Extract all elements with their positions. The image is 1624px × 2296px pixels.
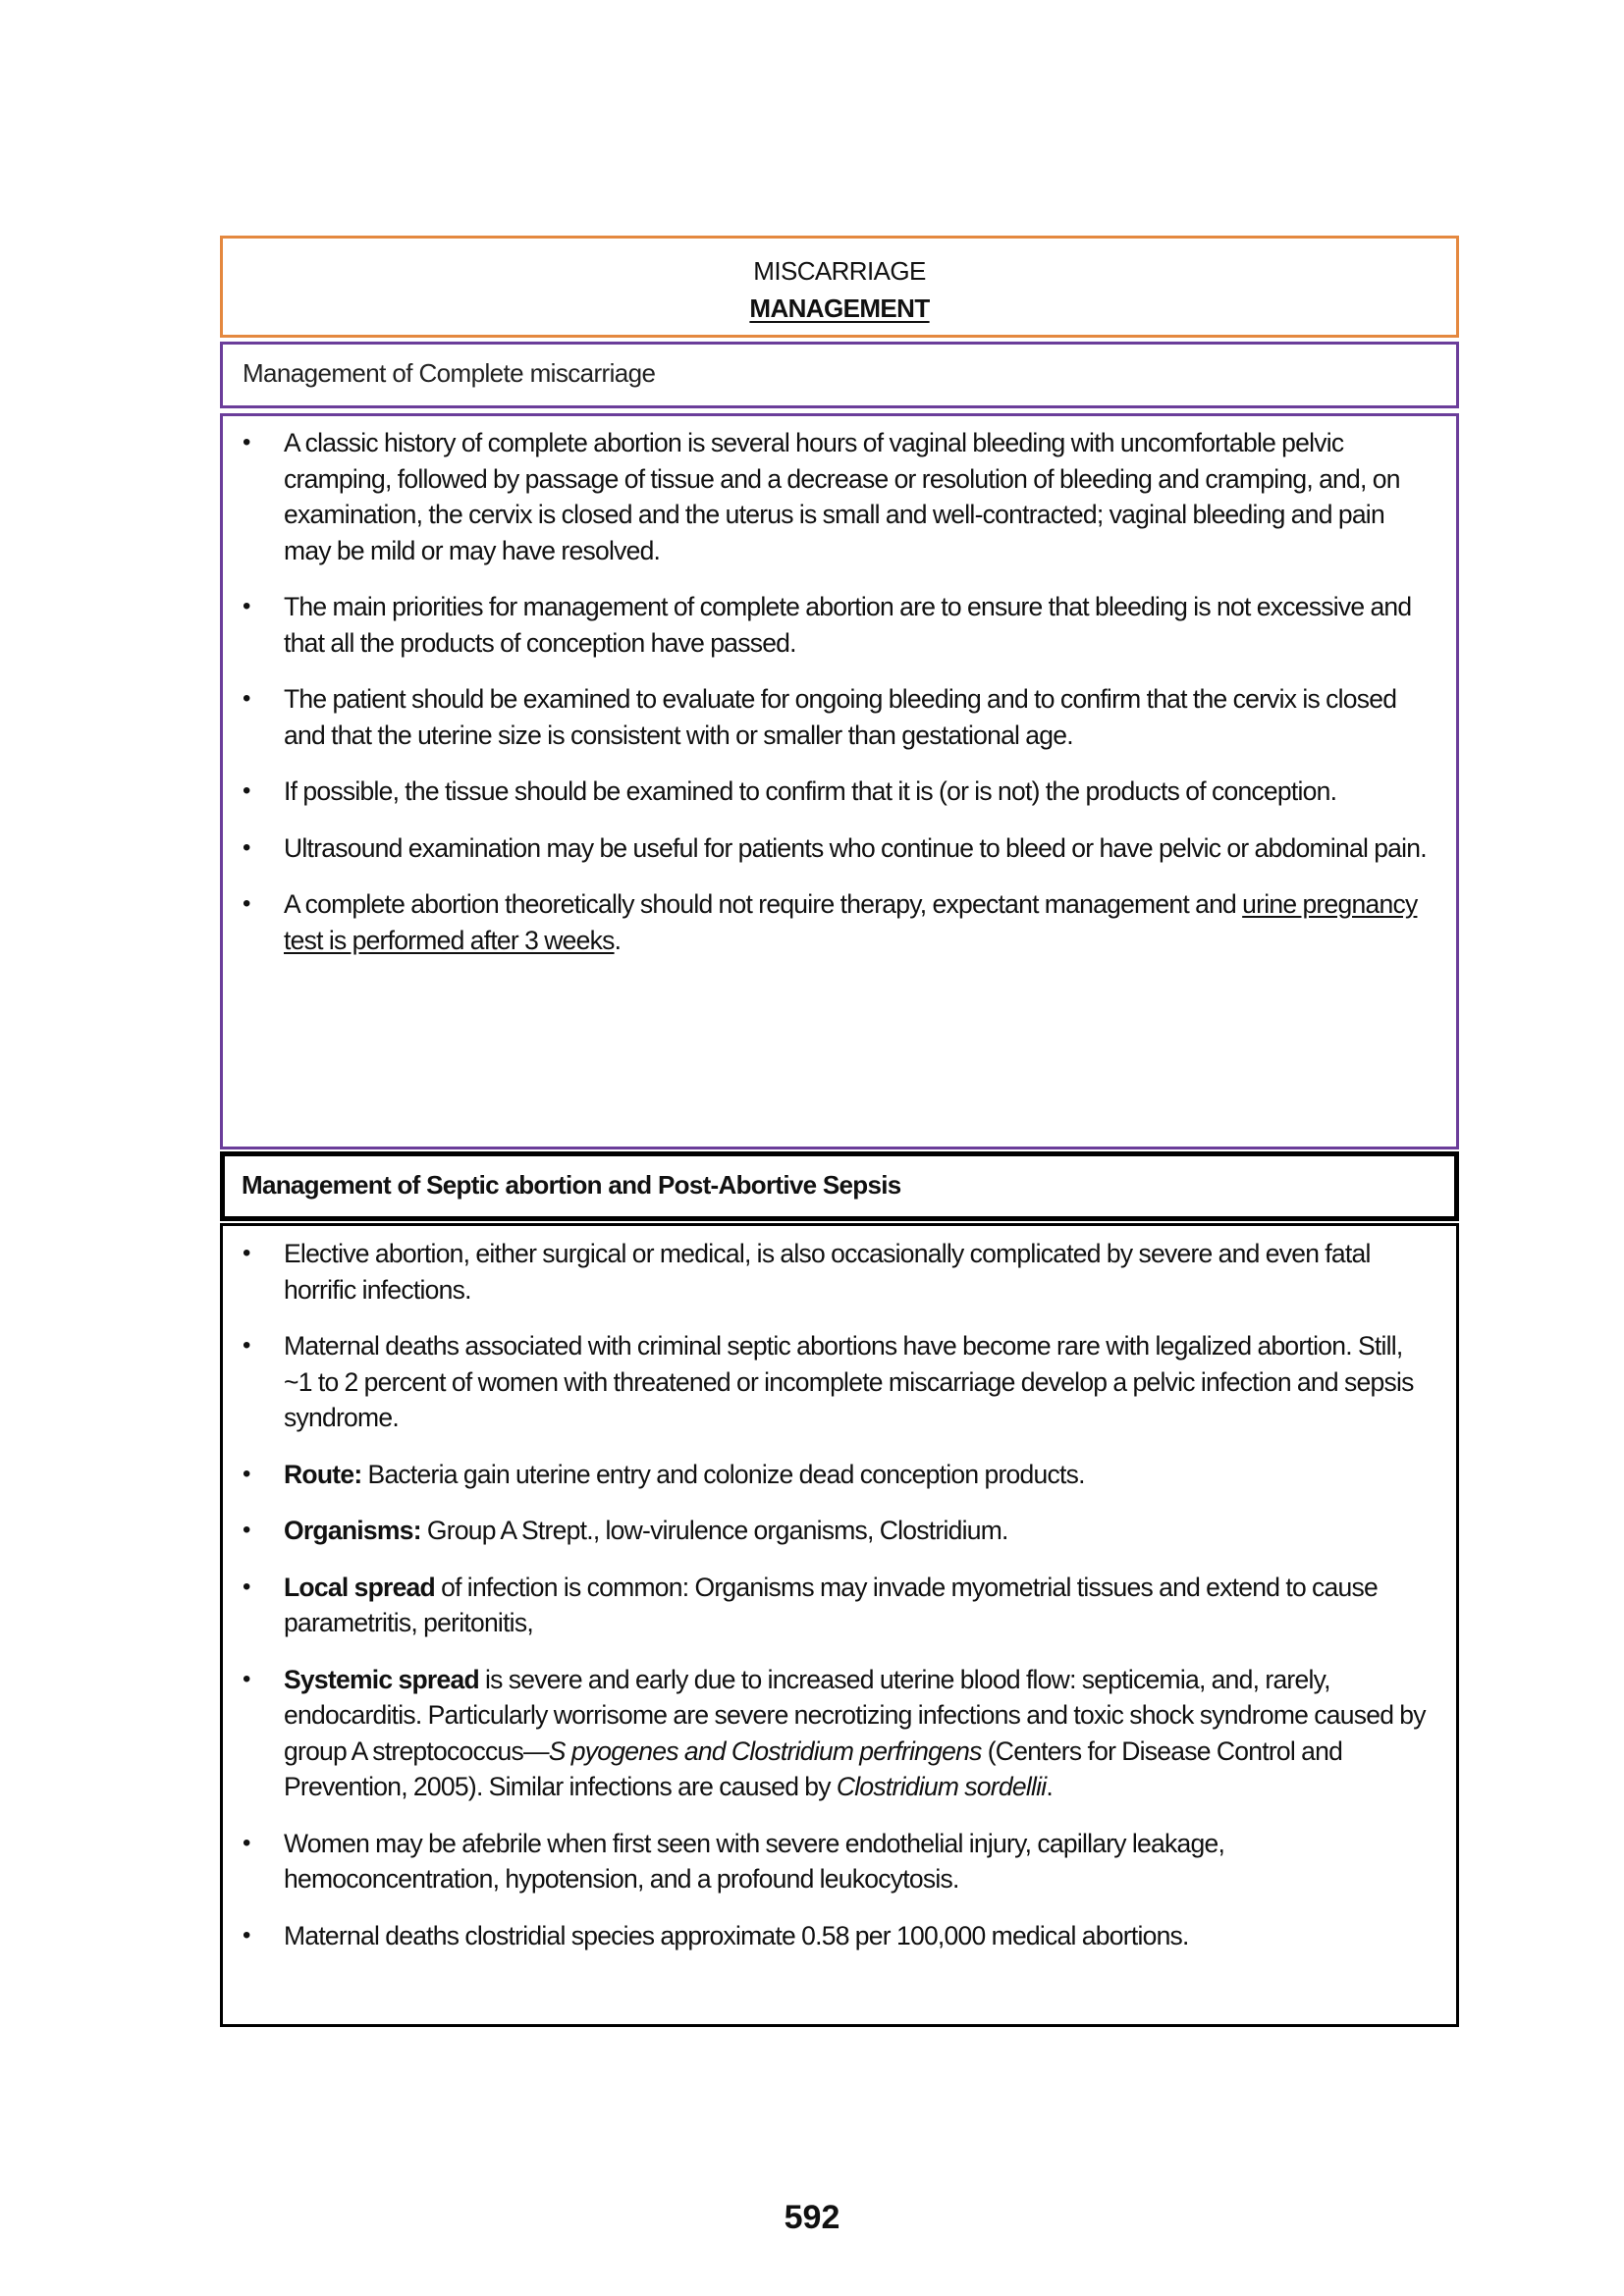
list-item: • Maternal deaths associated with criminal septic abortions have become rare with legalized abortion. Still, ~1 to 2 percent of women with threatened or incomplete miscarriage develop a pelvic infection and sepsis syndrome. [223,1328,1456,1436]
item-text: . [614,925,622,955]
item-text: is severe and early due to increased uterine blood flow: septicemia, and, rarely, endocarditis. Particularly worrisome are severe necrotizing infections and toxic shock syndrome caused by group A streptococcus— [284,1664,1426,1766]
item-text: (Centers for Disease Control and Prevention, 2005). Similar infections are caused by [284,1735,1343,1801]
list-item [223,886,1456,958]
item-text: Bacteria gain uterine entry and colonize dead conception products. [361,1459,1085,1489]
item-text: of infection is common: Organisms may invade myometrial tissues and extend to cause parametritis, peritonitis, [284,1572,1379,1637]
item-text: Group A Strept., low-virulence organisms, Clostridium. [420,1516,1008,1545]
page-number: 592 [784,2199,840,2236]
bold-label: Route: [284,1459,362,1489]
bold-label: Systemic spread [284,1664,479,1694]
section2-content-box [220,1223,1459,2027]
section2-bullet-list [223,1236,1456,1974]
section1-heading: Management of Complete miscarriage [243,358,656,388]
underlined-text: urine pregnancy test is performed after 3 weeks [284,889,1418,955]
section-title: MANAGEMENT [749,294,930,323]
chapter-title: MISCARRIAGE [753,256,926,286]
item-text: A complete abortion theoretically should not require therapy, expectant management and [284,889,1243,919]
list-item: • Maternal deaths clostridial species approximate 0.58 per 100,000 medical abortions. [223,1918,1456,1954]
list-item: • The patient should be examined to evaluate for ongoing bleeding and to confirm that the cervix is closed and that the uterine size is consistent with or smaller than gestational age. [223,681,1456,753]
section2-heading: Management of Septic abortion and Post-Abortive Sepsis [242,1170,901,1200]
bold-label: Organisms: [284,1516,421,1545]
section1-header-box [220,342,1459,408]
list-item: • Ultrasound examination may be useful for patients who continue to bleed or have pelvic or abdominal pain. [223,830,1456,867]
list-item [223,1457,1456,1493]
list-item: • The main priorities for management of complete abortion are to ensure that bleeding is not excessive and that all the products of conception have passed. [223,589,1456,661]
list-item: • If possible, the tissue should be examined to confirm that it is (or is not) the products of conception. [223,774,1456,810]
list-item [223,1570,1456,1641]
section1-content-box [220,413,1459,1149]
item-text: . [1046,1772,1054,1801]
italic-text: Clostridium sordellii [836,1772,1047,1801]
bold-label: Local spread [284,1572,435,1602]
section1-bullet-list [223,425,1456,979]
list-item: • A classic history of complete abortion is several hours of vaginal bleeding with uncomfortable pelvic cramping, followed by passage of tissue and a decrease or resolution of bleeding and cramping, and, on examination, the cervix is closed and the uterus is small and well-contracted; vaginal bleeding and pain may be mild or may have resolved. [223,425,1456,568]
list-item: • Elective abortion, either surgical or medical, is also occasionally complicated by severe and even fatal horrific infections. [223,1236,1456,1308]
list-item [223,1513,1456,1549]
title-box [220,236,1459,338]
list-item: • Women may be afebrile when first seen with severe endothelial injury, capillary leakage, hemoconcentration, hypotension, and a profound leukocytosis. [223,1826,1456,1897]
list-item [223,1662,1456,1805]
italic-text: S pyogenes and Clostridium perfringens [548,1735,982,1766]
section2-header-box [220,1151,1459,1221]
